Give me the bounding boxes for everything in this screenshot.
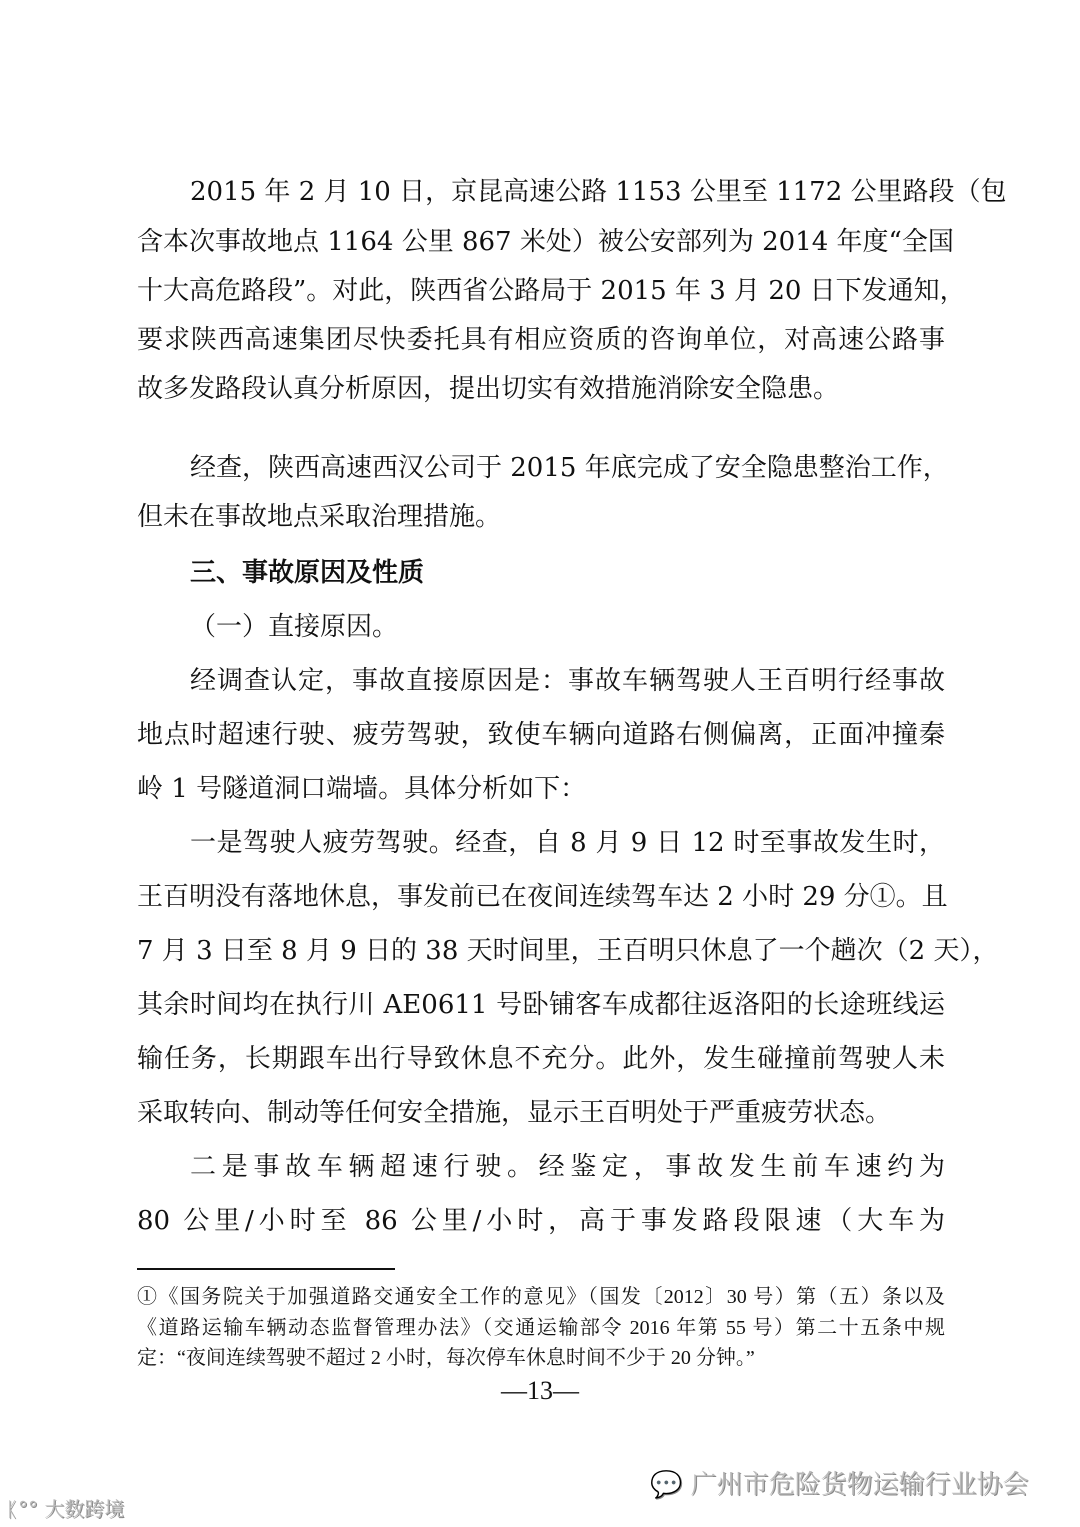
- body-line: 岭 1 号隧道洞口端墙。具体分析如下：: [137, 774, 587, 804]
- body-line: 地点时超速行驶、疲劳驾驶，致使车辆向道路右侧偏离，正面冲撞秦: [137, 720, 945, 750]
- body-line: 王百明没有落地休息，事发前已在夜间连续驾车达 2 小时 29 分①。且: [137, 882, 948, 912]
- wechat-icon: 💬: [650, 1470, 683, 1500]
- watermark-text: 大数跨境: [44, 1497, 125, 1521]
- body-line: 7 月 3 日至 8 月 9 日的 38 天时间里，王百明只休息了一个趟次（2 天），: [137, 936, 999, 966]
- body-line: 但未在事故地点采取治理措施。: [137, 502, 502, 532]
- body-line: 2015 年 2 月 10 日，京昆高速公路 1153 公里至 1172 公里路段（包: [190, 177, 1007, 207]
- body-line: 要求陕西高速集团尽快委托具有相应资质的咨询单位，对高速公路事: [137, 325, 945, 355]
- body-line: 含本次事故地点 1164 公里 867 米处）被公安部列为 2014 年度“全国: [137, 227, 954, 257]
- body-line: 80 公里/小时至 86 公里/小时，高于事发路段限速（大车为: [137, 1206, 945, 1236]
- subsection-heading: （一）直接原因。: [190, 612, 399, 642]
- body-line: 采取转向、制动等任何安全措施，显示王百明处于严重疲劳状态。: [137, 1098, 892, 1128]
- page-number: —13—: [501, 1376, 579, 1405]
- footnote-line: 定：“夜间连续驾驶不超过 2 小时，每次停车休息时间不少于 20 分钟。”: [137, 1347, 755, 1369]
- footnote-divider: [137, 1268, 395, 1270]
- footnote-line: 《道路运输车辆动态监督管理办法》（交通运输部令 2016 年第 55 号）第二十五条中规: [137, 1317, 945, 1339]
- site-watermark: [6, 1493, 124, 1522]
- body-line: 经调查认定，事故直接原因是：事故车辆驾驶人王百明行经事故: [190, 666, 945, 696]
- body-line: 输任务，长期跟车出行导致休息不充分。此外，发生碰撞前驾驶人未: [137, 1044, 945, 1074]
- body-line: 十大高危路段”。对此，陕西省公路局于 2015 年 3 月 20 日下发通知，: [137, 276, 966, 306]
- body-line: 经查，陕西高速西汉公司于 2015 年底完成了安全隐患整治工作，: [190, 453, 949, 483]
- logo-icon: ᛕ°°: [6, 1497, 38, 1521]
- body-line: 故多发路段认真分析原因，提出切实有效措施消除安全隐患。: [137, 374, 840, 404]
- body-line: 二是事故车辆超速行驶。经鉴定，事故发生前车速约为: [190, 1152, 945, 1182]
- body-line: 其余时间均在执行川 AE0611 号卧铺客车成都往返洛阳的长途班线运: [137, 990, 945, 1020]
- wechat-watermark: [650, 1464, 1029, 1501]
- watermark-text: 广州市危险货物运输行业协会: [690, 1470, 1029, 1500]
- body-line: 一是驾驶人疲劳驾驶。经查，自 8 月 9 日 12 时至事故发生时，: [190, 828, 945, 858]
- footnote-line: ①《国务院关于加强道路交通安全工作的意见》（国发〔2012〕30 号）第（五）条以及: [137, 1286, 945, 1308]
- section-heading: 三、事故原因及性质: [190, 558, 425, 588]
